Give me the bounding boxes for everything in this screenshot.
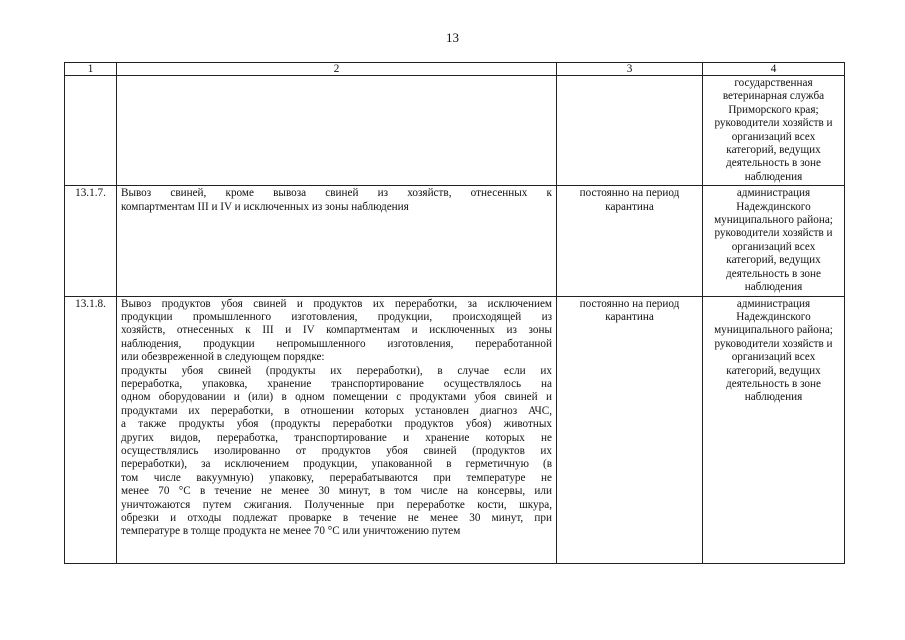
responsible-line: категорий, ведущих [726, 144, 821, 157]
column-header: 4 [703, 63, 845, 76]
regulation-table [64, 62, 845, 564]
text-line: одном оборудовании и (или) в одном помещении с продуктами убоя свиней и [121, 391, 552, 404]
responsible-line: организаций всех [731, 240, 816, 253]
measure-text [117, 76, 557, 186]
responsible-line: администрация [736, 187, 811, 200]
text-line: том числе вакуумную) упаковку, перерабатываются при температуре не [121, 471, 552, 484]
text-line: обрезки и отходы подлежат проварке в течение не менее 30 минут, при [121, 512, 552, 524]
responsible-line: наблюдения [744, 170, 803, 183]
period-line: постоянно на период [579, 297, 680, 310]
text-line: компартментам III и IV и исключенных из зоны наблюдения [121, 200, 409, 213]
period-cell [557, 186, 703, 296]
measure-text [117, 296, 557, 563]
text-line: других видов, переработка, транспортирование и хранение которых не [121, 431, 552, 444]
period-cell [557, 296, 703, 563]
responsible-line: администрация [736, 297, 811, 310]
responsible-line: наблюдения [744, 391, 803, 404]
text-line: продуктами их переработки, в отношении которых установлен диагноз АЧС, [121, 404, 552, 417]
responsible-line: муниципального района; [714, 324, 833, 337]
responsible-line: государственная [734, 77, 813, 89]
responsible-line: деятельность в зоне [726, 267, 821, 280]
text-line: переработка, упаковка, хранение транспортирование осуществлялось на [121, 377, 552, 390]
period-cell [557, 76, 703, 186]
responsible-line: категорий, ведущих [726, 254, 821, 267]
item-number [65, 76, 117, 186]
responsible-line: Надеждинского [736, 310, 811, 323]
responsible-cell [703, 186, 845, 296]
responsible-line: Приморского края; [728, 103, 819, 116]
text-line: а также продукты убоя (продукты переработки продуктов убоя) животных [121, 418, 552, 431]
text-line: продукты убоя свиней (продукты их переработки), в случае если их [121, 364, 552, 377]
period-line: постоянно на период [579, 187, 680, 200]
responsible-line: руководители хозяйств и [714, 227, 833, 240]
responsible-line: руководители хозяйств и [714, 117, 833, 130]
text-line: наблюдения, продукции непромышленного изготовления, переработанной [121, 337, 552, 350]
column-header: 3 [557, 63, 703, 76]
text-line: Вывоз свиней, кроме вывоза свиней из хозяйств, отнесенных к [121, 187, 552, 200]
text-line: менее 70 °С в течение не менее 30 минут, в том числе на консервы, или [121, 485, 552, 498]
text-line: переработки), за исключением продукции, упакованной в герметичную (в [121, 458, 552, 471]
measure-text [117, 186, 557, 296]
responsible-line: наблюдения [744, 281, 803, 294]
table-row [65, 186, 845, 296]
item-number: 13.1.8. [65, 296, 117, 563]
responsible-line: организаций всех [731, 351, 816, 364]
responsible-line: категорий, ведущих [726, 364, 821, 377]
responsible-line: деятельность в зоне [726, 157, 821, 170]
column-header: 2 [117, 63, 557, 76]
text-line: продукции промышленного изготовления, продукции, происходящей из [121, 310, 552, 323]
responsible-line: руководители хозяйств и [714, 337, 833, 350]
column-header-row [65, 63, 845, 76]
responsible-line: Надеждинского [736, 200, 811, 213]
responsible-cell [703, 76, 845, 186]
item-number: 13.1.7. [65, 186, 117, 296]
text-line: осуществлялись изолированно от продуктов убоя свиней (продуктов их [121, 444, 552, 457]
period-line: карантина [605, 200, 654, 213]
page-number: 13 [446, 30, 459, 45]
period-line: карантина [605, 310, 654, 323]
responsible-line: ветеринарная служба [722, 90, 825, 103]
text-line: хозяйств, отнесенных к III и IV компартментам и исключенных из зоны [121, 324, 552, 337]
table-row [65, 296, 845, 563]
text-line: уничтожаются путем сжигания. Полученные при переработке кости, шкура, [121, 498, 552, 511]
table-row [65, 76, 845, 186]
text-line: температуре в толще продукта не менее 70 °С или уничтожению путем [121, 525, 461, 538]
text-line: Вывоз продуктов убоя свиней и продуктов их переработки, за исключением [121, 297, 552, 310]
responsible-line: организаций всех [731, 130, 816, 143]
responsible-line: муниципального района; [714, 214, 833, 227]
responsible-cell [703, 296, 845, 563]
column-header: 1 [65, 63, 117, 76]
text-line: или обезвреженной в следующем порядке: [121, 351, 325, 364]
responsible-line: деятельность в зоне [726, 377, 821, 390]
